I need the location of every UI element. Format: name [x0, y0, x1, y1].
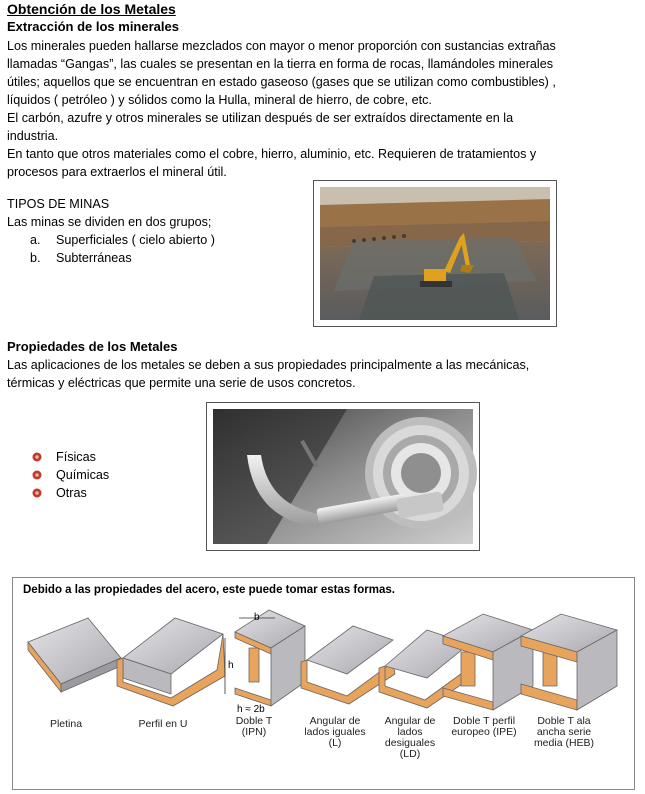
flower-bullet-icon [32, 488, 42, 498]
text-line: llamadas “Gangas”, las cuales se presentan en la tierra en forma de rocas, llamándoles minerales [7, 57, 554, 71]
properties-list [32, 448, 109, 502]
mines-list [30, 231, 215, 267]
profile-label [377, 716, 443, 760]
profile-label [297, 716, 373, 749]
list-marker: a. [30, 233, 41, 247]
mines-heading: TIPOS DE MINAS [7, 197, 110, 211]
steel-caption: Debido a las propiedades del acero, este puede tomar estas formas. [23, 584, 395, 596]
list-text: Superficiales ( cielo abierto ) [56, 233, 215, 247]
page-title: Obtención de los Metales [7, 1, 176, 17]
list-item [30, 231, 215, 249]
list-item [32, 484, 109, 502]
text-line: Los minerales pueden hallarse mezclados con mayor o menor proporción con sustancias extrañas [7, 39, 556, 53]
label-line: desiguales [384, 737, 436, 749]
label-line: (LD) [399, 748, 421, 760]
label-line: ancha serie [536, 726, 592, 738]
label-line: Doble T ala [537, 715, 591, 727]
flower-bullet-icon [32, 470, 42, 480]
steel-profiles-figure [12, 577, 635, 790]
flower-bullet-icon [32, 452, 42, 462]
i-beam-ipe-icon [443, 614, 533, 710]
list-text: Físicas [56, 450, 96, 464]
dimension-h-label: h [228, 660, 234, 671]
text-line: El carbón, azufre y otros minerales se utilizan después de ser extraídos directamente en la [7, 111, 514, 125]
label-line: Pletina [49, 718, 83, 730]
i-beam-ipn-icon [225, 610, 305, 706]
label-line: lados [397, 726, 423, 738]
list-item [32, 448, 109, 466]
section-heading-extraction: Extracción de los minerales [7, 19, 179, 34]
label-line: lados iguales [304, 726, 366, 738]
label-line: Angular de [309, 715, 361, 727]
open-pit-mine-photo [313, 180, 557, 327]
mines-intro: Las minas se dividen en dos grupos; [7, 215, 212, 229]
u-channel-icon [117, 618, 225, 706]
label-line: media (HEB) [533, 737, 595, 749]
profile-label [443, 716, 525, 738]
dimension-h2b-label: h ≈ 2b [237, 704, 265, 715]
micrometer-illustration [207, 403, 479, 550]
list-marker: b. [30, 251, 41, 265]
text-line: En tanto que otros materiales como el cobre, hierro, aluminio, etc. Requieren de tratamientos y [7, 147, 537, 161]
profile-label [31, 719, 101, 730]
text-line: líquidos ( petróleo ) y sólidos como la Hulla, mineral de hierro, de cobre, etc. [7, 93, 432, 107]
list-text: Otras [56, 486, 87, 500]
label-line: (IPN) [241, 726, 267, 738]
label-line: Doble T [235, 715, 273, 727]
list-item [32, 466, 109, 484]
list-text: Subterráneas [56, 251, 132, 265]
paragraph-extraction [7, 37, 600, 181]
list-item [30, 249, 215, 267]
steel-profiles-drawing [13, 578, 634, 789]
micrometer-photo [206, 402, 480, 551]
text-line: procesos para extraerlos el mineral útil. [7, 165, 227, 179]
mine-illustration [314, 181, 556, 326]
list-text: Químicas [56, 468, 110, 482]
text-line: industria. [7, 129, 59, 143]
dimension-b-label: b [254, 612, 260, 623]
profile-label [525, 716, 603, 749]
section-heading-properties: Propiedades de los Metales [7, 339, 178, 354]
label-line: (L) [328, 737, 342, 749]
text-line: térmicas y eléctricas que permite una serie de usos concretos. [7, 376, 356, 390]
flat-bar-icon [28, 618, 121, 692]
paragraph-properties [7, 356, 600, 392]
label-line: Doble T perfil [452, 715, 516, 727]
label-line: europeo (IPE) [451, 726, 517, 738]
i-beam-heb-icon [521, 614, 617, 710]
text-line: Las aplicaciones de los metales se deben a sus propiedades principalmente a las mecánicas, [7, 358, 530, 372]
label-line: Angular de [384, 715, 436, 727]
label-line: Perfil en U [138, 718, 188, 730]
text-line: útiles; aquellos que se encuentran en estado gaseoso (gases que se utilizan como combustibles) , [7, 75, 556, 89]
profile-label [219, 716, 289, 738]
profile-label [123, 719, 203, 730]
